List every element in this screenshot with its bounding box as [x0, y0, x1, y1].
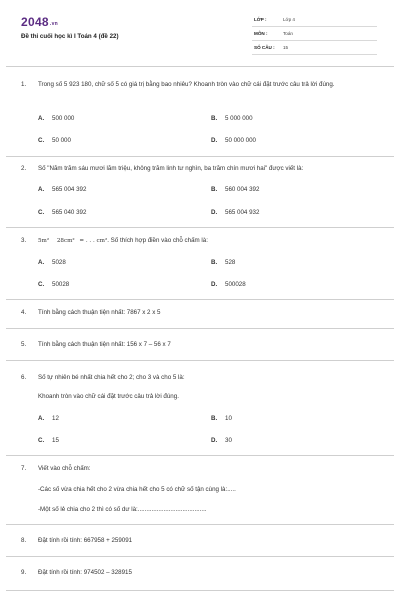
q1-number: 1.	[21, 81, 27, 88]
exam-title: Đề thi cuối học kì I Toán 4 (đề 22)	[21, 33, 119, 40]
q9-text: Đặt tính rồi tính: 974502 – 328915	[38, 569, 132, 576]
meta-count-label: SỐ CÂU :	[254, 45, 275, 50]
header-divider	[6, 66, 394, 67]
q5-text: Tính bằng cách thuận tiện nhất: 156 x 7 – 56 x 7	[38, 341, 171, 348]
q3-option-c[interactable]: C. 50028	[38, 281, 70, 288]
q9-number: 9.	[21, 569, 27, 576]
q7-fill-line-2[interactable]: -Một số lẻ chia cho 2 thì có số dư là:........................................	[38, 506, 207, 513]
q2-option-c[interactable]: C. 565 040 392	[38, 209, 87, 216]
q3-line	[38, 235, 208, 247]
q4-text: Tính bằng cách thuận tiện nhất: 7867 x 2 x 5	[38, 309, 161, 316]
q1-option-c[interactable]: C. 50 000	[38, 137, 71, 144]
divider	[6, 328, 394, 329]
q6-option-a[interactable]: A. 12	[38, 415, 59, 422]
q1-option-b[interactable]: B. 5 000 000	[211, 115, 253, 122]
meta-subject-label: MÔN :	[254, 31, 268, 36]
meta-subject-value: Toán	[283, 31, 293, 36]
divider	[6, 455, 394, 456]
divider	[6, 156, 394, 157]
q8-text: Đặt tính rồi tính: 667958 + 259091	[38, 537, 133, 544]
meta-class-value: Lớp 4	[283, 17, 295, 22]
q6-option-b[interactable]: B. 10	[211, 415, 232, 422]
meta-count-value: 15	[283, 45, 289, 50]
q1-option-d[interactable]: D. 50 000 000	[211, 137, 256, 144]
q2-text: Số "Năm trăm sáu mươi lăm triệu, không trăm linh tư nghìn, ba trăm chín mươi hai" được viết là:	[38, 165, 304, 172]
site-logo[interactable]	[21, 15, 58, 29]
q2-number: 2.	[21, 165, 27, 172]
q6-text: Số tự nhiên bé nhất chia hết cho 2; cho 3 và cho 5 là:	[38, 374, 185, 381]
meta-subject-line	[252, 40, 377, 41]
q3-expr-a: 5m²	[38, 238, 50, 244]
q3-option-d[interactable]: D. 500028	[211, 281, 246, 288]
q6-number: 6.	[21, 374, 27, 381]
q2-option-a[interactable]: A. 565 004 392	[38, 186, 87, 193]
divider	[6, 524, 394, 525]
meta-class-label: LỚP :	[254, 17, 267, 22]
q6-subtext: Khoanh tròn vào chữ cái đặt trước câu trả lời đúng.	[38, 393, 179, 400]
meta-count-line	[252, 54, 377, 55]
divider	[6, 556, 394, 557]
q1-option-a[interactable]: A. 500 000	[38, 115, 75, 122]
divider	[6, 299, 394, 300]
q4-number: 4.	[21, 309, 27, 316]
divider	[6, 227, 394, 228]
q3-number: 3.	[21, 237, 27, 244]
q7-number: 7.	[21, 465, 27, 472]
q6-option-d[interactable]: D. 30	[211, 437, 232, 444]
q5-number: 5.	[21, 341, 27, 348]
q3-expr-c: = . . . cm²	[79, 238, 108, 244]
q8-number: 8.	[21, 537, 27, 544]
q6-option-c[interactable]: C. 15	[38, 437, 59, 444]
meta-class-line	[252, 26, 377, 27]
q3-text: . Số thích hợp điền vào chỗ chấm là:	[107, 237, 208, 244]
logo-main-text: 2048	[21, 15, 49, 29]
q3-option-b[interactable]: B. 528	[211, 259, 236, 266]
q2-option-d[interactable]: D. 565 004 932	[211, 209, 260, 216]
q1-text: Trong số 5 923 180, chữ số 5 có giá trị bằng bao nhiêu? Khoanh tròn vào chữ cái đặt trước câu trả lời đúng.	[38, 81, 335, 88]
q7-text: Viết vào chỗ chấm:	[38, 465, 91, 472]
divider	[6, 360, 394, 361]
q3-option-a[interactable]: A. 5028	[38, 259, 66, 266]
q7-fill-line-1[interactable]: -Các số vừa chia hết cho 2 vừa chia hết cho 5 có chữ số tận cùng là:.....	[38, 486, 236, 493]
logo-suffix-text: .vn	[49, 21, 59, 27]
q3-expr-b: 28cm²	[56, 238, 75, 244]
q2-option-b[interactable]: B. 560 004 392	[211, 186, 260, 193]
divider	[6, 590, 394, 591]
